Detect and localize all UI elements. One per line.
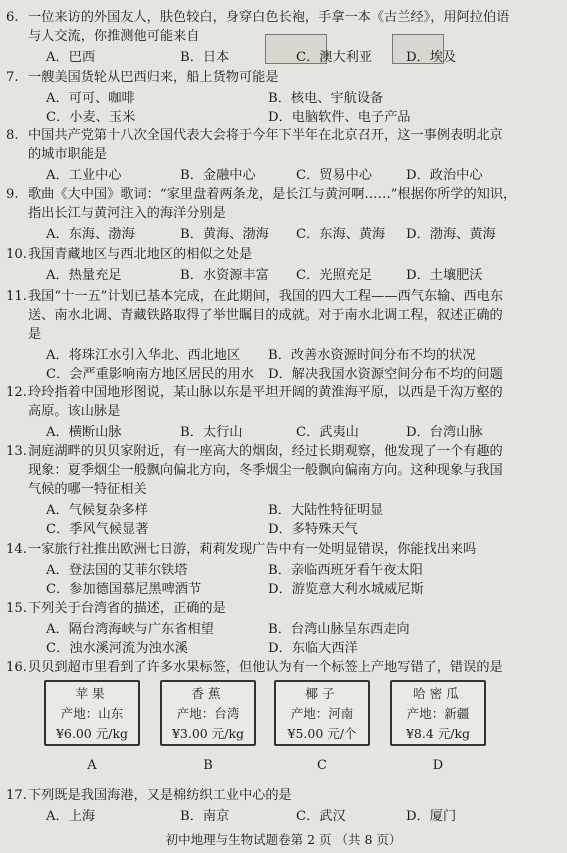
option-d[interactable]: D．政治中心	[406, 168, 483, 183]
option-c[interactable]: C．光照充足	[296, 268, 373, 283]
option-c[interactable]: C．浊水溪河流为浊水溪	[46, 641, 188, 656]
question-stem-cont: 送、南水北调、青藏铁路取得了举世瞩目的成就。对于南水北调工程，叙述正确的	[28, 308, 503, 323]
question-stem: 贝贝到超市里看到了许多水果标签，但他认为有一个标签上产地写错了，错误的是	[28, 660, 503, 675]
option-letter[interactable]: C	[317, 758, 327, 773]
question-7	[0, 68, 567, 125]
option-b[interactable]: B．台湾山脉呈东西走向	[268, 622, 410, 637]
option-a[interactable]: A．登法国的艾菲尔铁塔	[46, 563, 188, 578]
fruit-price: ¥3.00 元/kg	[171, 726, 245, 741]
question-stem: 歌曲《大中国》歌词：“家里盘着两条龙，是长江与黄河啊……”根据你所学的知识，	[28, 187, 517, 202]
option-b[interactable]: B．大陆性特征明显	[268, 503, 384, 518]
question-stem: 中国共产党第十八次全国代表大会将于今年下半年在北京召开，这一事例表明北京	[28, 128, 503, 143]
option-a[interactable]: A．气候复杂多样	[46, 503, 148, 518]
option-d[interactable]: D．电脑软件、电子产品	[268, 110, 411, 125]
question-12	[0, 383, 567, 440]
fruit-price: ¥5.00 元/个	[287, 726, 357, 741]
option-c[interactable]: C．东海、黄海	[296, 227, 386, 242]
option-a[interactable]: A．巴西	[46, 50, 96, 65]
fruit-name: 椰子	[305, 686, 339, 701]
fruit-name: 哈密瓜	[413, 686, 463, 701]
question-number: 7.	[6, 70, 19, 85]
question-number: 6.	[6, 10, 19, 25]
question-11	[0, 287, 567, 382]
question-number: 14.	[6, 542, 27, 557]
option-d[interactable]: D．土壤肥沃	[406, 268, 483, 283]
question-stem: 我国青藏地区与西北地区的相似之处是	[28, 247, 253, 262]
question-stem-cont: 是	[28, 327, 42, 342]
fruit-label-d[interactable]	[390, 680, 486, 746]
question-16	[0, 658, 567, 677]
option-c[interactable]: C．武汉	[296, 809, 346, 824]
option-b[interactable]: B．金融中心	[180, 168, 256, 183]
option-c[interactable]: C．参加德国慕尼黑啤酒节	[46, 582, 202, 597]
option-d[interactable]: D．多特殊天气	[268, 522, 358, 537]
option-b[interactable]: B．太行山	[180, 425, 243, 440]
option-c[interactable]: C．贸易中心	[296, 168, 373, 183]
option-a[interactable]: A．热量充足	[46, 268, 122, 283]
option-c[interactable]: C．小麦、玉米	[46, 110, 136, 125]
question-number: 8.	[6, 128, 19, 143]
fruit-label-a[interactable]	[44, 680, 140, 746]
option-d[interactable]: D．解决我国水资源空间分布不均的问题	[268, 367, 503, 382]
option-b[interactable]: B．黄海、渤海	[180, 227, 269, 242]
fruit-label-b[interactable]	[160, 680, 256, 746]
option-d[interactable]: D．台湾山脉	[406, 425, 483, 440]
option-a[interactable]: A．可可、咖啡	[46, 91, 135, 106]
fruit-origin: 产地：山东	[60, 706, 124, 721]
option-d[interactable]: D．埃及	[406, 50, 457, 65]
option-d[interactable]: D．游览意大利水城威尼斯	[268, 582, 424, 597]
option-a[interactable]: A．将珠江水引入华北、西北地区	[46, 348, 241, 363]
option-a[interactable]: A．上海	[46, 809, 96, 824]
question-number: 16.	[6, 660, 27, 675]
option-b[interactable]: B．水资源丰富	[180, 268, 269, 283]
question-stem-cont: 现象：夏季烟尘一般飘向偏北方向，冬季烟尘一般飘向偏南方向。这种现象与我国	[28, 463, 503, 478]
option-a[interactable]: A．横断山脉	[46, 425, 122, 440]
question-stem-cont: 高原。该山脉是	[28, 404, 121, 419]
option-a[interactable]: A．工业中心	[46, 168, 122, 183]
option-b[interactable]: B．改善水资源时间分布不均的状况	[268, 348, 476, 363]
fruit-origin: 产地：新疆	[406, 706, 470, 721]
question-stem-cont: 气候的哪一特征相关	[28, 482, 147, 497]
fruit-origin: 产地：河南	[290, 706, 354, 721]
question-8	[0, 126, 567, 183]
option-a[interactable]: A．隔台湾海峡与广东省相望	[46, 622, 214, 637]
fruit-origin: 产地：台湾	[176, 706, 240, 721]
page-footer: 初中地理与生物试题卷第 2 页 （共 8 页）	[165, 832, 402, 847]
option-d[interactable]: D．东临大西洋	[268, 641, 358, 656]
option-b[interactable]: B．南京	[180, 809, 230, 824]
question-stem: 一艘美国货轮从巴西归来，船上货物可能是	[28, 70, 279, 85]
question-stem-cont: 与人交流，你推测他可能来自	[28, 29, 200, 44]
question-stem-cont: 指出长江与黄河注入的海洋分别是	[28, 206, 226, 221]
fruit-label-c[interactable]	[274, 680, 370, 746]
option-c[interactable]: C．澳大利亚	[296, 50, 373, 65]
question-stem: 一位来访的外国友人，肤色较白，身穿白色长袍，手拿一本《古兰经》，用阿拉伯语	[28, 10, 510, 25]
option-c[interactable]: C．会严重影响南方地区居民的用水	[46, 367, 254, 382]
question-10	[0, 245, 567, 283]
fruit-name: 苹果	[75, 686, 109, 701]
question-stem: 一家旅行社推出欧洲七日游，莉莉发现广告中有一处明显错误，你能找出来吗	[28, 542, 477, 557]
option-b[interactable]: B．核电、宇航设备	[268, 91, 384, 106]
question-stem: 玲玲指着中国地形图说，某山脉以东是平坦开阔的黄淮海平原，以西是千沟万壑的	[28, 385, 503, 400]
option-b[interactable]: B．日本	[180, 50, 230, 65]
option-letter[interactable]: B	[203, 758, 213, 773]
question-stem: 我国“十一五”计划已基本完成，在此期间，我国的四大工程——西气东输、西电东	[28, 289, 504, 304]
option-c[interactable]: C．武夷山	[296, 425, 359, 440]
question-number: 15.	[6, 601, 27, 616]
question-number: 17.	[6, 788, 27, 803]
question-13	[0, 442, 567, 537]
question-stem: 下列关于台湾省的描述，正确的是	[28, 601, 226, 616]
question-number: 11.	[6, 289, 27, 304]
question-number: 9.	[6, 187, 19, 202]
question-14	[0, 540, 567, 597]
fruit-price: ¥6.00 元/kg	[55, 726, 129, 741]
option-b[interactable]: B．亲临西班牙看午夜太阳	[268, 563, 423, 578]
fruit-price: ¥8.4 元/kg	[405, 726, 471, 741]
option-letter[interactable]: A	[87, 758, 97, 773]
option-c[interactable]: C．季风气候显著	[46, 522, 149, 537]
question-6	[0, 8, 567, 65]
question-number: 12.	[6, 385, 27, 400]
fruit-name: 香蕉	[191, 686, 225, 701]
question-number: 13.	[6, 444, 27, 459]
question-17	[0, 786, 567, 824]
option-a[interactable]: A．东海、渤海	[46, 227, 135, 242]
option-d[interactable]: D．厦门	[406, 809, 457, 824]
question-number: 10.	[6, 247, 27, 262]
question-stem: 下列既是我国海港，又是棉纺织工业中心的是	[28, 788, 292, 803]
fruit-labels	[30, 680, 530, 773]
option-d[interactable]: D．渤海、黄海	[406, 227, 496, 242]
question-9	[0, 185, 567, 242]
question-stem: 洞庭湖畔的贝贝家附近，有一座高大的烟囱，经过长期观察，他发现了一个有趣的	[28, 444, 503, 459]
question-15	[0, 599, 567, 656]
question-stem-cont: 的城市职能是	[28, 147, 108, 162]
option-letter[interactable]: D	[432, 758, 444, 773]
